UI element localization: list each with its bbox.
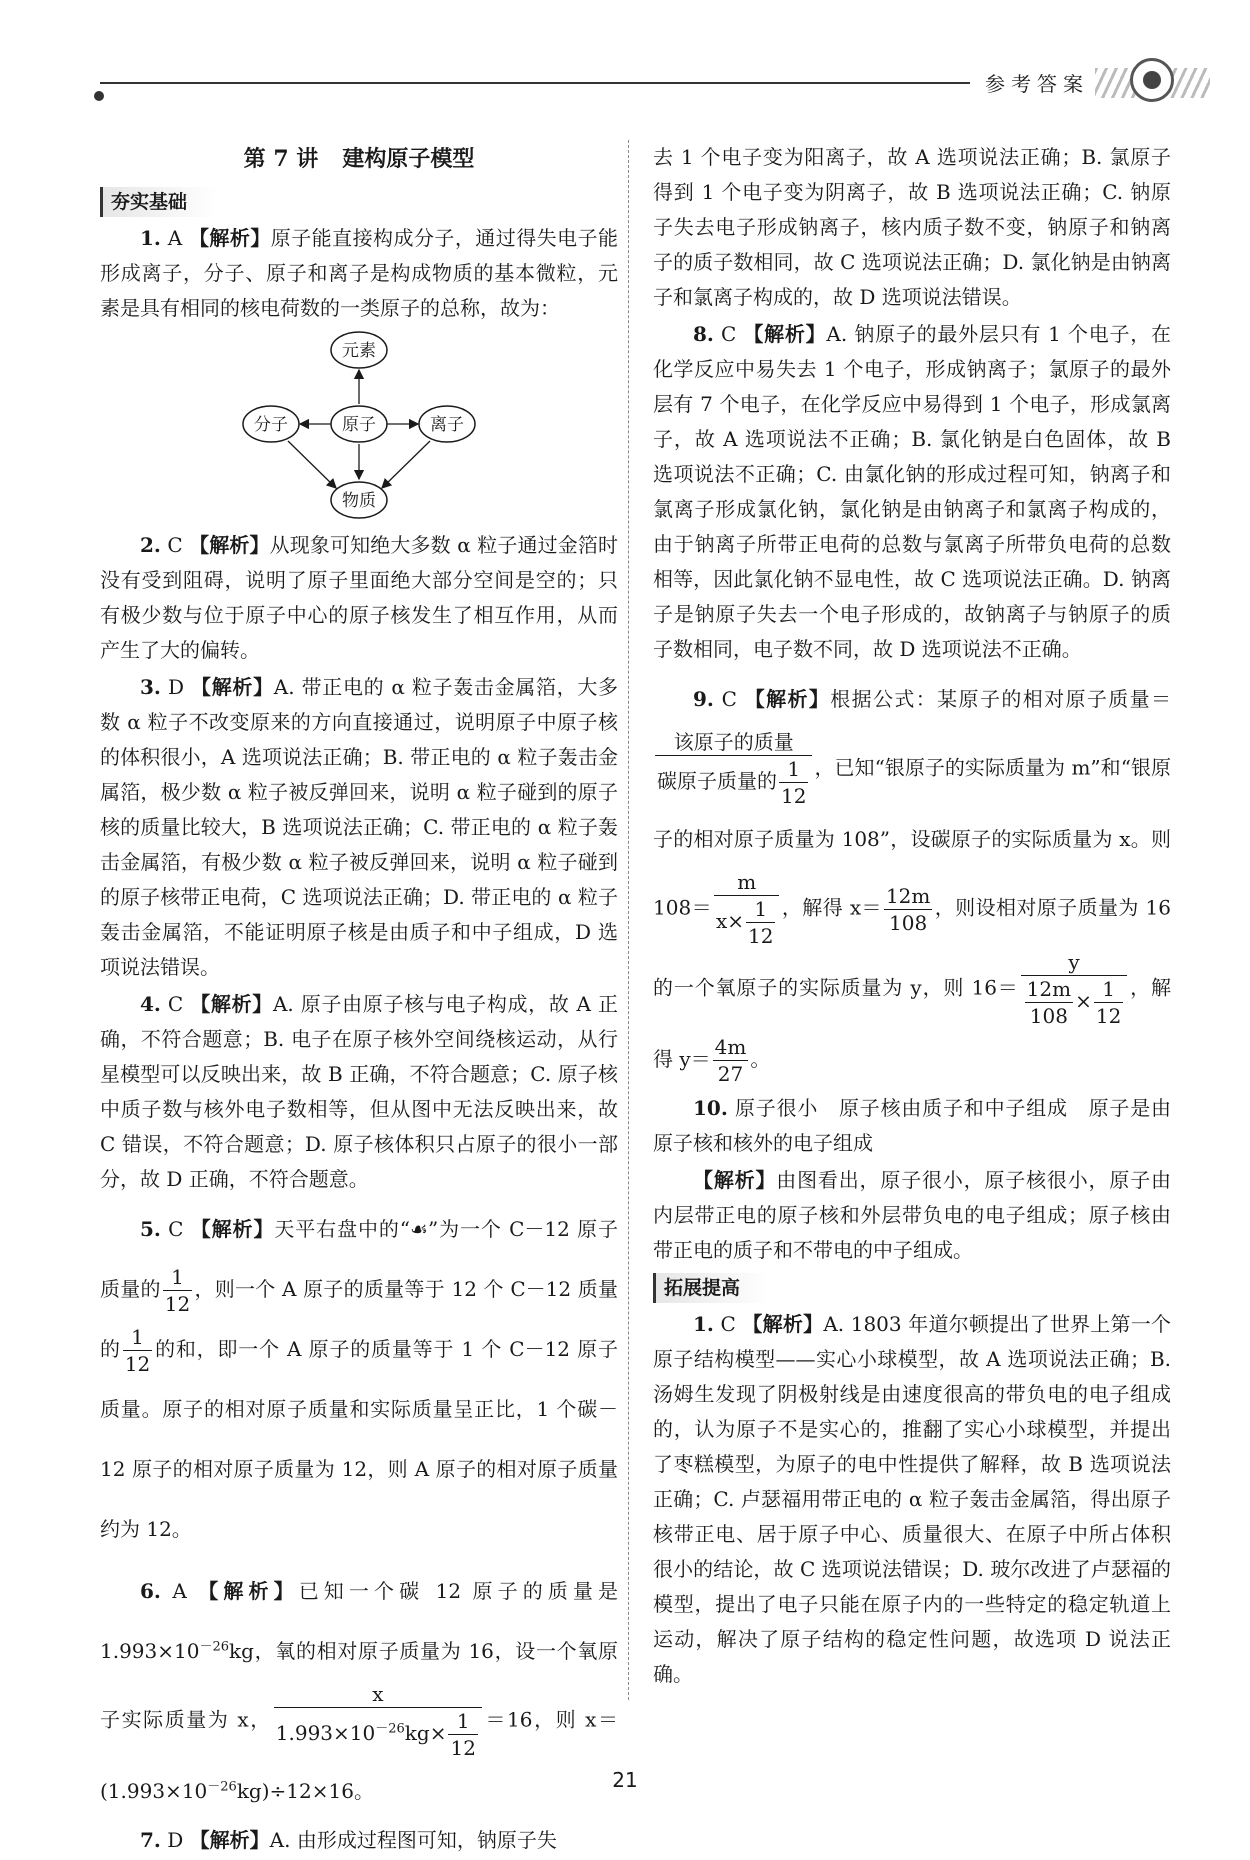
fraction-one-twelfth: $\frac{1}{12}$ [450, 1709, 476, 1760]
fraction-oxygen-mass: x $1.993\times 10^{-26}kg\times$ $\frac{1}{12}$ [274, 1681, 482, 1761]
answer-8: 8. C 【解析】A. 钠原子的最外层只有 1 个电子，在化学反应中易失去 1 个电子，形成钠离子；氯原子的最外层有 7 个电子，在化学反应中易得到 1 个电子，形成氯离子，故 A 选项说法不正确；B. 氯化钠是白色固体，故 B 选项说法不正确；C. 由氯化钠的形成过程可知，钠离子和氯离子形成氯化钠，氯化钠是由钠离子和氯离子构成的，由于钠离子所带正电荷的总数与氯离子所带负电荷的总数相等，因此氯化钠不显电性，故 C 选项说法正确。D. 钠离子是钠原子失去一个电子形成的，故钠离子与钠原子的质子数相同，电子数不同，故 D 选项说法不正确。 [653, 322, 1171, 661]
fraction-12m-108: $\frac{12m}{108}$ [1026, 977, 1072, 1028]
left-column [100, 140, 618, 1860]
page-number: 21 [612, 1768, 638, 1792]
answer-5: 5. C 【解析】天平右盘中的“☙”为一个 C－12 原子质量的 $\frac{1}{12}$ ，则一个 A 原子的质量等于 12 个 C－12 质量的 $\frac{1}{12}$ 的和，即一个 A 原子的质量等于 1 个 C－12 原子质量。原子的相对原子质量和实际质量呈正比，1 个碳－12 原子的相对原子质量为 12，则 A 原子的相对原子质量约为 12。 [100, 1217, 618, 1541]
extend-answer-1: 1. C 【解析】A. 1803 年道尔顿提出了世界上第一个原子结构模型——实心小球模型，故 A 选项说法正确；B. 汤姆生发现了阴极射线是由速度很高的带负电的电子组成的，认为原子不是实心的，推翻了实心小球模型，并提出了枣糕模型，为原子的电中性提供了解释，故 B 选项说法正确；C. 卢瑟福用带正电的 α 粒子轰击金属箔，得出原子核带正电、居于原子中心、质量很大、在原子中所占体积很小的结论，故 C 选项说法错误；D. 玻尔改进了卢瑟福的模型，提出了电子只能在原子内的一些特定的稳定轨道上运动，解决了原子结构的稳定性问题，故选项 D 说法正确。 [653, 1312, 1172, 1686]
answer-3: 3. D 【解析】A. 带正电的 α 粒子轰击金属箔，大多数 α 粒子不改变原来的方向直接通过，说明原子中原子核的体积很小，A 选项说法正确；B. 带正电的 α 粒子轰击金属箔，极少数 α 粒子被反弹回来，说明 α 粒子碰到的原子核的质量比较大，B 选项说法正确；C. 带正电的 α 粒子轰击金属箔，有极少数 α 粒子被反弹回来，说明 α 粒子碰到的原子核带正电荷，C 选项说法正确；D. 带正电的 α 粒子轰击金属箔，不能证明原子核是由质子和中子组成，D 选项说法错误。 [100, 675, 619, 979]
header-label: 参考答案 [985, 72, 1089, 96]
lecture-name: 建构原子模型 [342, 146, 475, 172]
fraction-one-twelfth: $\frac{1}{12}$ [748, 897, 774, 948]
answer-9: 9. C 【解析】根据公式：某原子的相对原子质量＝ 该原子的质量 碳原子质量的 $\frac{1}{12}$ ，已知“银原子的实际质量为 m”和“银原子的相对原子质量为 108”，设碳原子的实际质量为 x。则 108＝ m x× $\frac{1}{12}$ ，解得 x＝ $\frac{12m}{108}$ ，则设相对原子质量为 16 的一个氧原子的实际质量为 y，则 16＝ y $\frac{12m}{108}$ × $\frac{1}{12}$ ，解得 y＝ $\frac{4m}{27}$ 。 [653, 687, 1172, 1086]
column-divider [628, 140, 629, 1700]
particle-relationship-diagram [209, 328, 509, 528]
header-dot [94, 91, 104, 101]
diagram-node-matter: 物质 [342, 491, 376, 511]
fraction-one-twelfth: $\frac{1}{12}$ [1095, 977, 1122, 1028]
diagram-node-ion: 离子 [430, 415, 464, 435]
answer-1: 1. A 【解析】原子能直接构成分子，通过得失电子能形成离子，分子、原子和离子是构成物质的基本微粒，元素是具有相同的核电荷数的一类原子的总称，故为： [100, 226, 619, 320]
answer-2: 2. C 【解析】从现象可知绝大多数 α 粒子通过金箔时没有受到阻碍，说明了原子里面绝大部分空间是空的；只有极少数与位于原子中心的原子核发生了相互作用，从而产生了大的偏转。 [100, 533, 618, 662]
graduation-cap-logo-icon [1130, 58, 1174, 102]
page-header [100, 70, 1210, 110]
diagram-node-atom: 原子 [342, 415, 376, 435]
fraction-12m-108: $\frac{12m}{108}$ [885, 883, 931, 935]
diagram-node-element: 元素 [342, 341, 376, 361]
fraction-one-twelfth: $\frac{1}{12}$ [781, 757, 807, 808]
header-rule [100, 82, 970, 84]
fraction-m-over-x: m x× $\frac{1}{12}$ [714, 869, 780, 949]
answer-10-explanation: 【解析】由图看出，原子很小，原子核很小，原子由内层带正电的原子核和外层带负电的电子组成；原子核由带正电的质子和不带电的中子组成。 [653, 1168, 1172, 1262]
fraction-one-twelfth: $\frac{1}{12}$ [164, 1265, 191, 1316]
fraction-one-twelfth: $\frac{1}{12}$ [124, 1325, 151, 1376]
lecture-title [100, 140, 618, 178]
answer-7-continued: 去 1 个电子变为阳离子，故 A 选项说法正确；B. 氯原子得到 1 个电子变为阴离子，故 B 选项说法正确；C. 钠原子失去电子形成钠离子，核内质子数不变，钠原子和钠离子的质子数相同，故 C 选项说法正确；D. 氯化钠是由钠离子和氯离子构成的，故 D 选项说法错误。 [653, 145, 1171, 309]
right-column [653, 140, 1171, 1694]
lecture-number: 第 7 讲 [243, 146, 319, 172]
fraction-4m-27: $\frac{4m}{27}$ [714, 1035, 747, 1086]
answer-7-start: 7. D 【解析】A. 由形成过程图可知，钠原子失 [140, 1828, 557, 1852]
fraction-y-formula: y $\frac{12m}{108}$ × $\frac{1}{12}$ [1021, 949, 1128, 1029]
section-extend-heading: 拓展提高 [653, 1273, 770, 1303]
section-basic-heading: 夯实基础 [100, 187, 217, 217]
answer-4: 4. C 【解析】A. 原子由原子核与电子构成，故 A 正确，不符合题意；B. 电子在原子核外空间绕核运动，从行星模型可以反映出来，故 B 正确，不符合题意；C. 原子核中质子数与核外电子数相等，但从图中无法反映出来，故 C 错误，不符合题意；D. 原子核体积只占原子的很小一部分，故 D 正确，不符合题意。 [100, 992, 618, 1191]
diagram-node-molecule: 分子 [254, 415, 288, 435]
answer-10: 10. 原子很小 原子核由质子和中子组成 原子是由原子核和核外的电子组成 [653, 1096, 1172, 1155]
fraction-relative-mass-formula: 该原子的质量 碳原子质量的 $\frac{1}{12}$ [655, 729, 812, 809]
answer-6: 6. A 【解析】已知一个碳 12 原子的质量是 $1.993\times 10^{-26}kg$，氧的相对原子质量为 16，设一个氧原子实际质量为 x， x $1.993\times 10^{-26}kg\times$ $\frac{1}{12}$ ＝16，则 $x=(1.993\times 10^{-26}kg)\div 12\times 16$。 [100, 1579, 619, 1803]
